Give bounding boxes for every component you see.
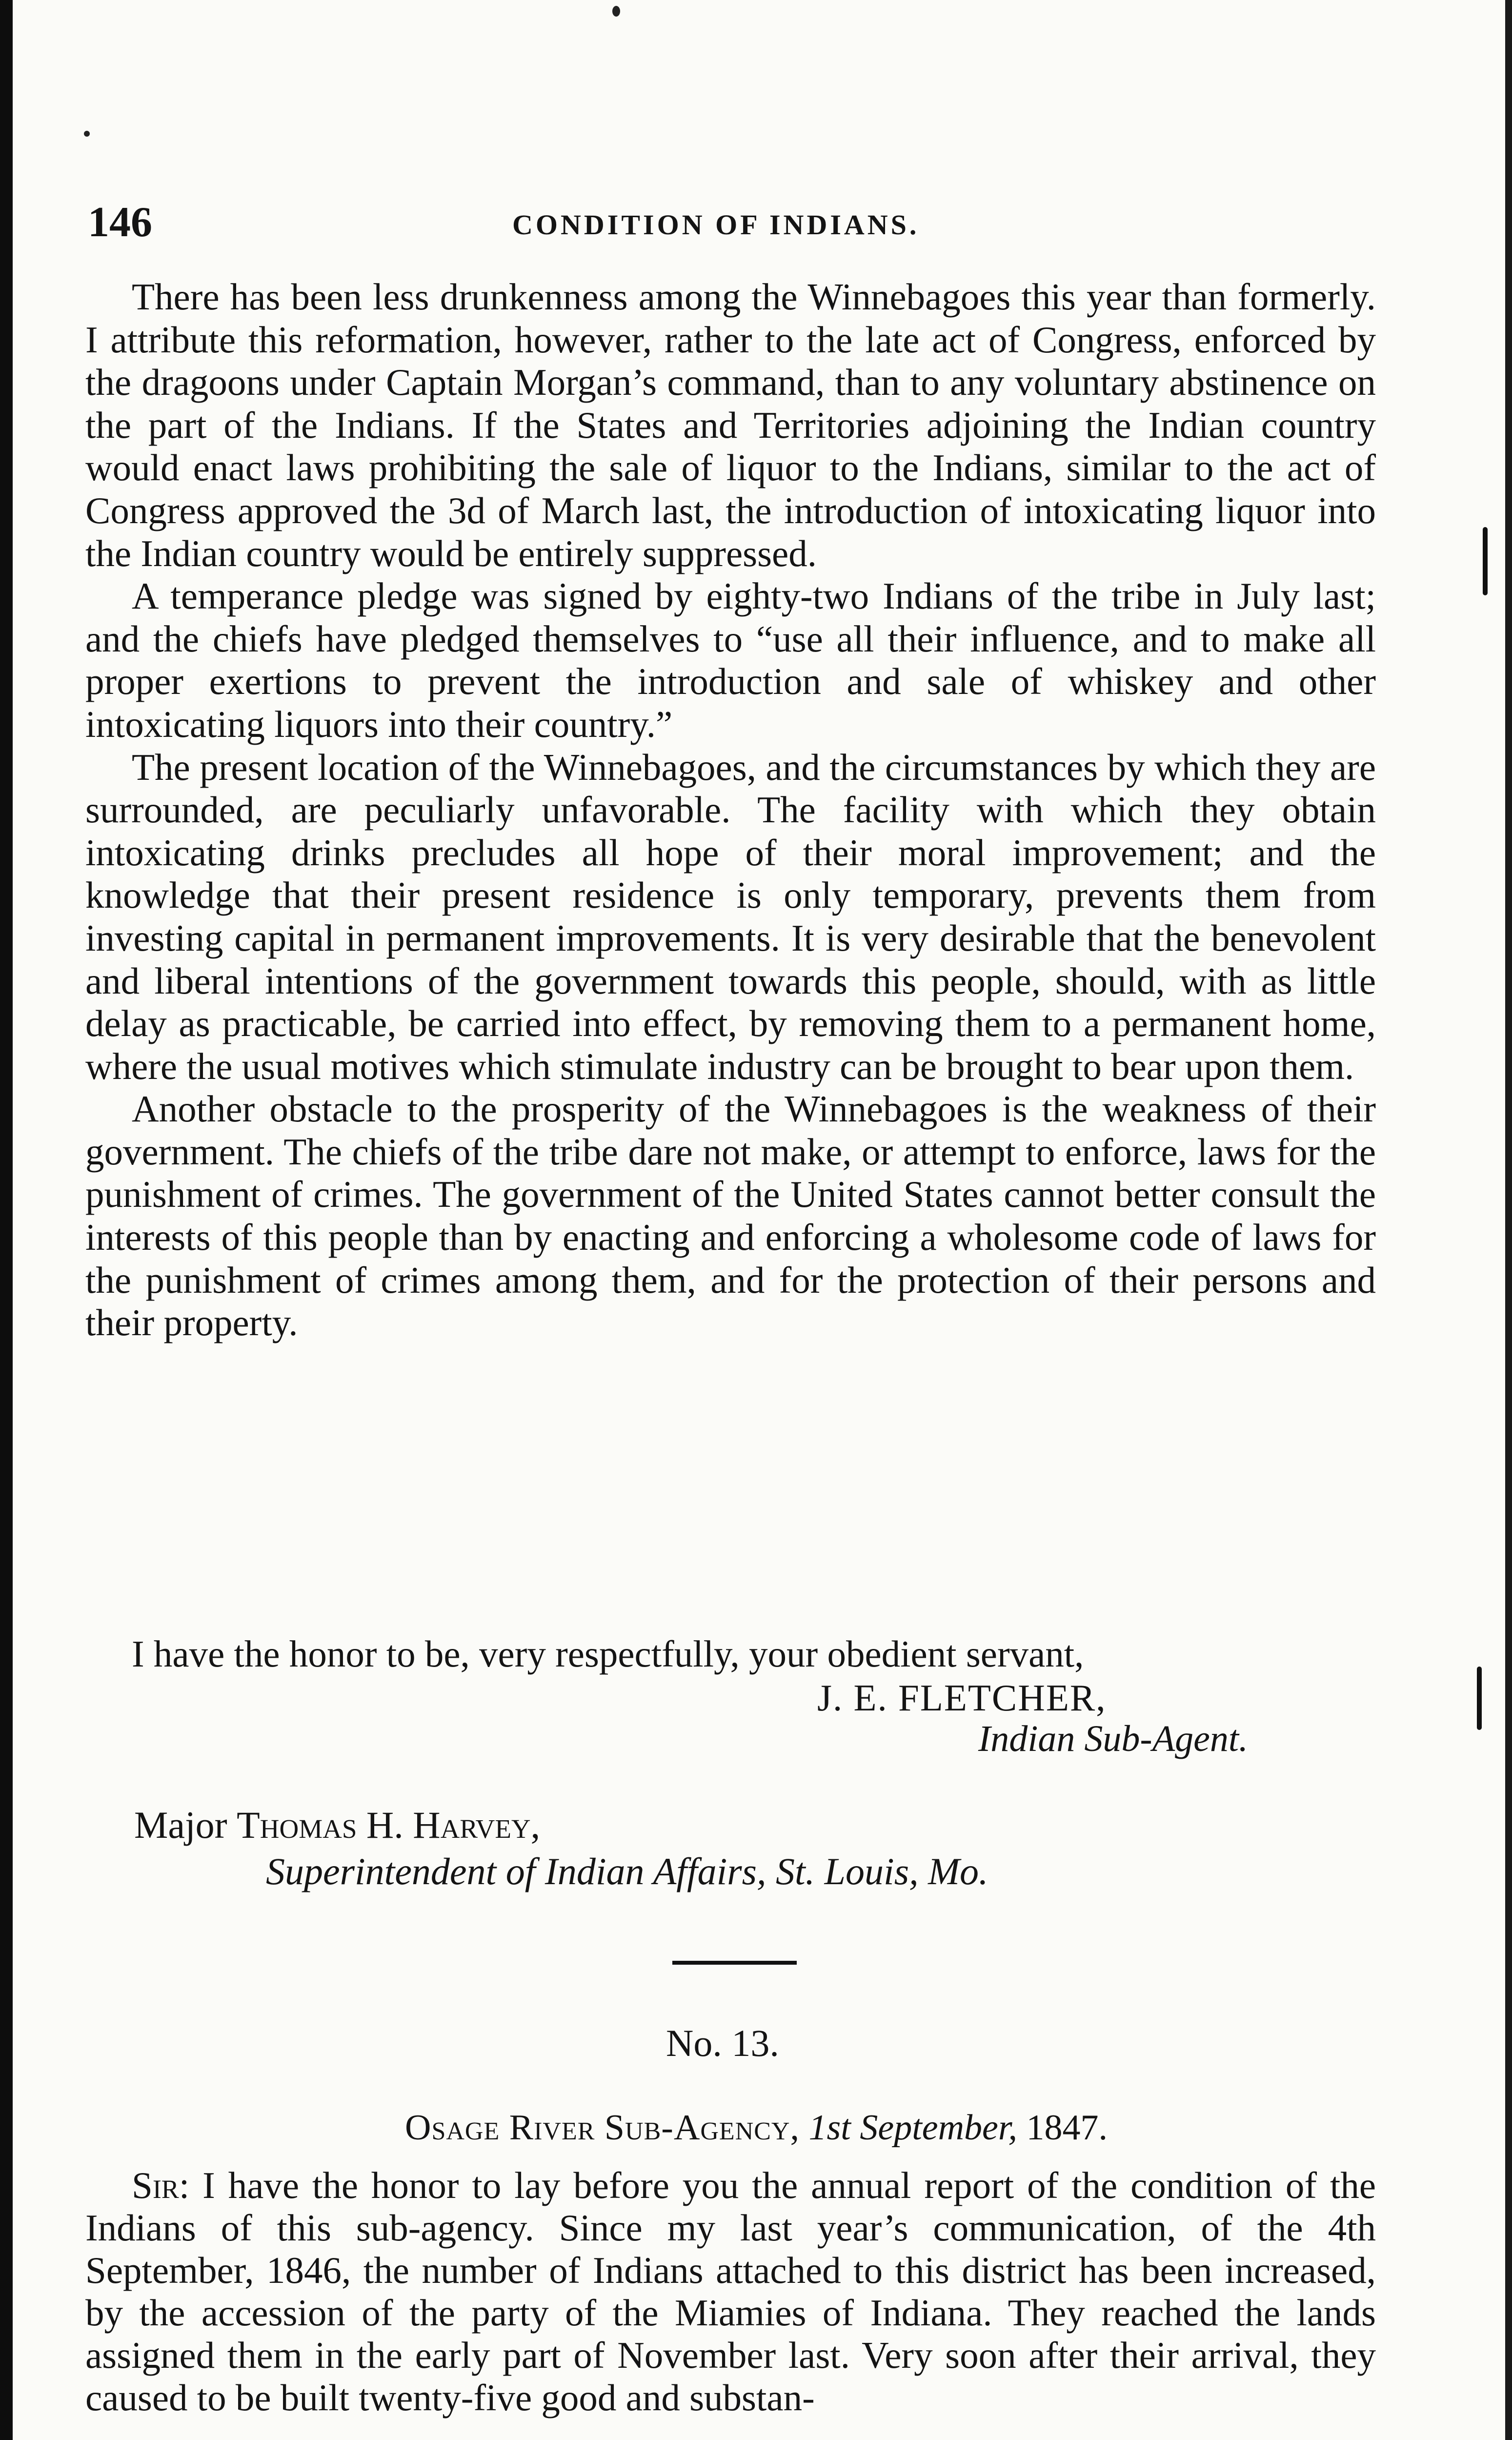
running-head: CONDITION OF INDIANS.	[512, 209, 920, 241]
signer-title: Indian Sub-Agent.	[978, 1718, 1249, 1759]
addressee-prefix: Major	[134, 1804, 227, 1846]
addressee	[134, 1803, 540, 1847]
dateline-year: 1847.	[1026, 2108, 1108, 2148]
letter-two-body	[85, 2164, 1376, 2419]
addressee-first-name: Thomas	[237, 1804, 357, 1846]
page-header	[88, 198, 1405, 251]
paragraph: There has been less drunkenness among the Winnebagoes this year than formerly. I attribute this reformation, however, rather to the late act of Congress, enforced by the dragoons under Captain Morgan’s command, than to any voluntary abstinence on the part of the Indians. If the States and Territories adjoining the Indian country would enact laws prohibiting the sale of liquor to the Indians, similar to the act of Congress approved the 3d of March last, the introduction of intoxicating liquor into the Indian country would be entirely suppressed.	[85, 276, 1376, 574]
salutation: Sir:	[132, 2164, 190, 2206]
paragraph: The present location of the Winnebagoes, and the circumstances by which they are surrounded, are peculiarly unfavorable. The facility with which they obtain intoxicating drinks precludes all hope of their moral improvement; and the knowledge that their present residence is only temporary, prevents them from investing capital in permanent improvements. It is very desirable that the benevolent and liberal intentions of the government towards this people, should, with as little delay as practicable, be carried into effect, by removing them to a permanent home, where the usual motives which stimulate industry can be brought to bear upon them.	[85, 746, 1376, 1087]
section-divider	[672, 1961, 797, 1965]
dateline-place: Osage River Sub-Agency,	[405, 2108, 800, 2148]
addressee-title: Superintendent of Indian Affairs, St. Louis, Mo.	[266, 1850, 988, 1892]
scan-speck	[84, 131, 90, 137]
scan-speck	[612, 6, 620, 17]
closing-line: I have the honor to be, very respectfully, your obedient servant,	[132, 1633, 1084, 1675]
opening-text: I have the honor to lay before you the annual report of the condition of the Indians of this sub-agency. Since my last year’s communication, of the 4th September, 1846, the number of Indians attached to this district has been increased, by the accession of the party of the Miamies of Indiana. They reached the lands assigned them in the early part of November last. Very soon after their arrival, they caused to be built twenty-five good and substan-	[85, 2164, 1376, 2419]
paragraph	[85, 2164, 1376, 2419]
margin-mark	[1477, 1667, 1482, 1730]
paragraph: Another obstacle to the prosperity of the Winnebagoes is the weakness of their government. The chiefs of the tribe dare not make, or attempt to enforce, laws for the punishment of crimes. The government of the United States cannot better consult the interests of this people than by enacting and enforcing a wholesome code of laws for the punishment of crimes among them, and for the protection of their persons and their property.	[85, 1088, 1376, 1344]
scan-edge-left	[0, 0, 13, 2440]
document-number: No. 13.	[666, 2022, 779, 2064]
dateline-day: 1st	[808, 2108, 851, 2148]
scan-edge-right	[1505, 0, 1512, 2440]
dateline-month: September,	[860, 2108, 1017, 2148]
margin-mark	[1483, 527, 1488, 595]
dateline	[405, 2107, 1108, 2149]
addressee-middle-initial: H.	[366, 1804, 403, 1846]
signer-name: J. E. FLETCHER,	[817, 1677, 1107, 1719]
page-number: 146	[88, 199, 152, 246]
paragraph: A temperance pledge was signed by eighty-two Indians of the tribe in July last; and the chiefs have pledged themselves to “use all their influence, and to make all proper exertions to prevent the introduction and sale of whiskey and other intoxicating liquors into their country.”	[85, 575, 1376, 745]
letter-one-body	[85, 276, 1376, 1344]
addressee-last-name: Harvey,	[413, 1804, 541, 1846]
